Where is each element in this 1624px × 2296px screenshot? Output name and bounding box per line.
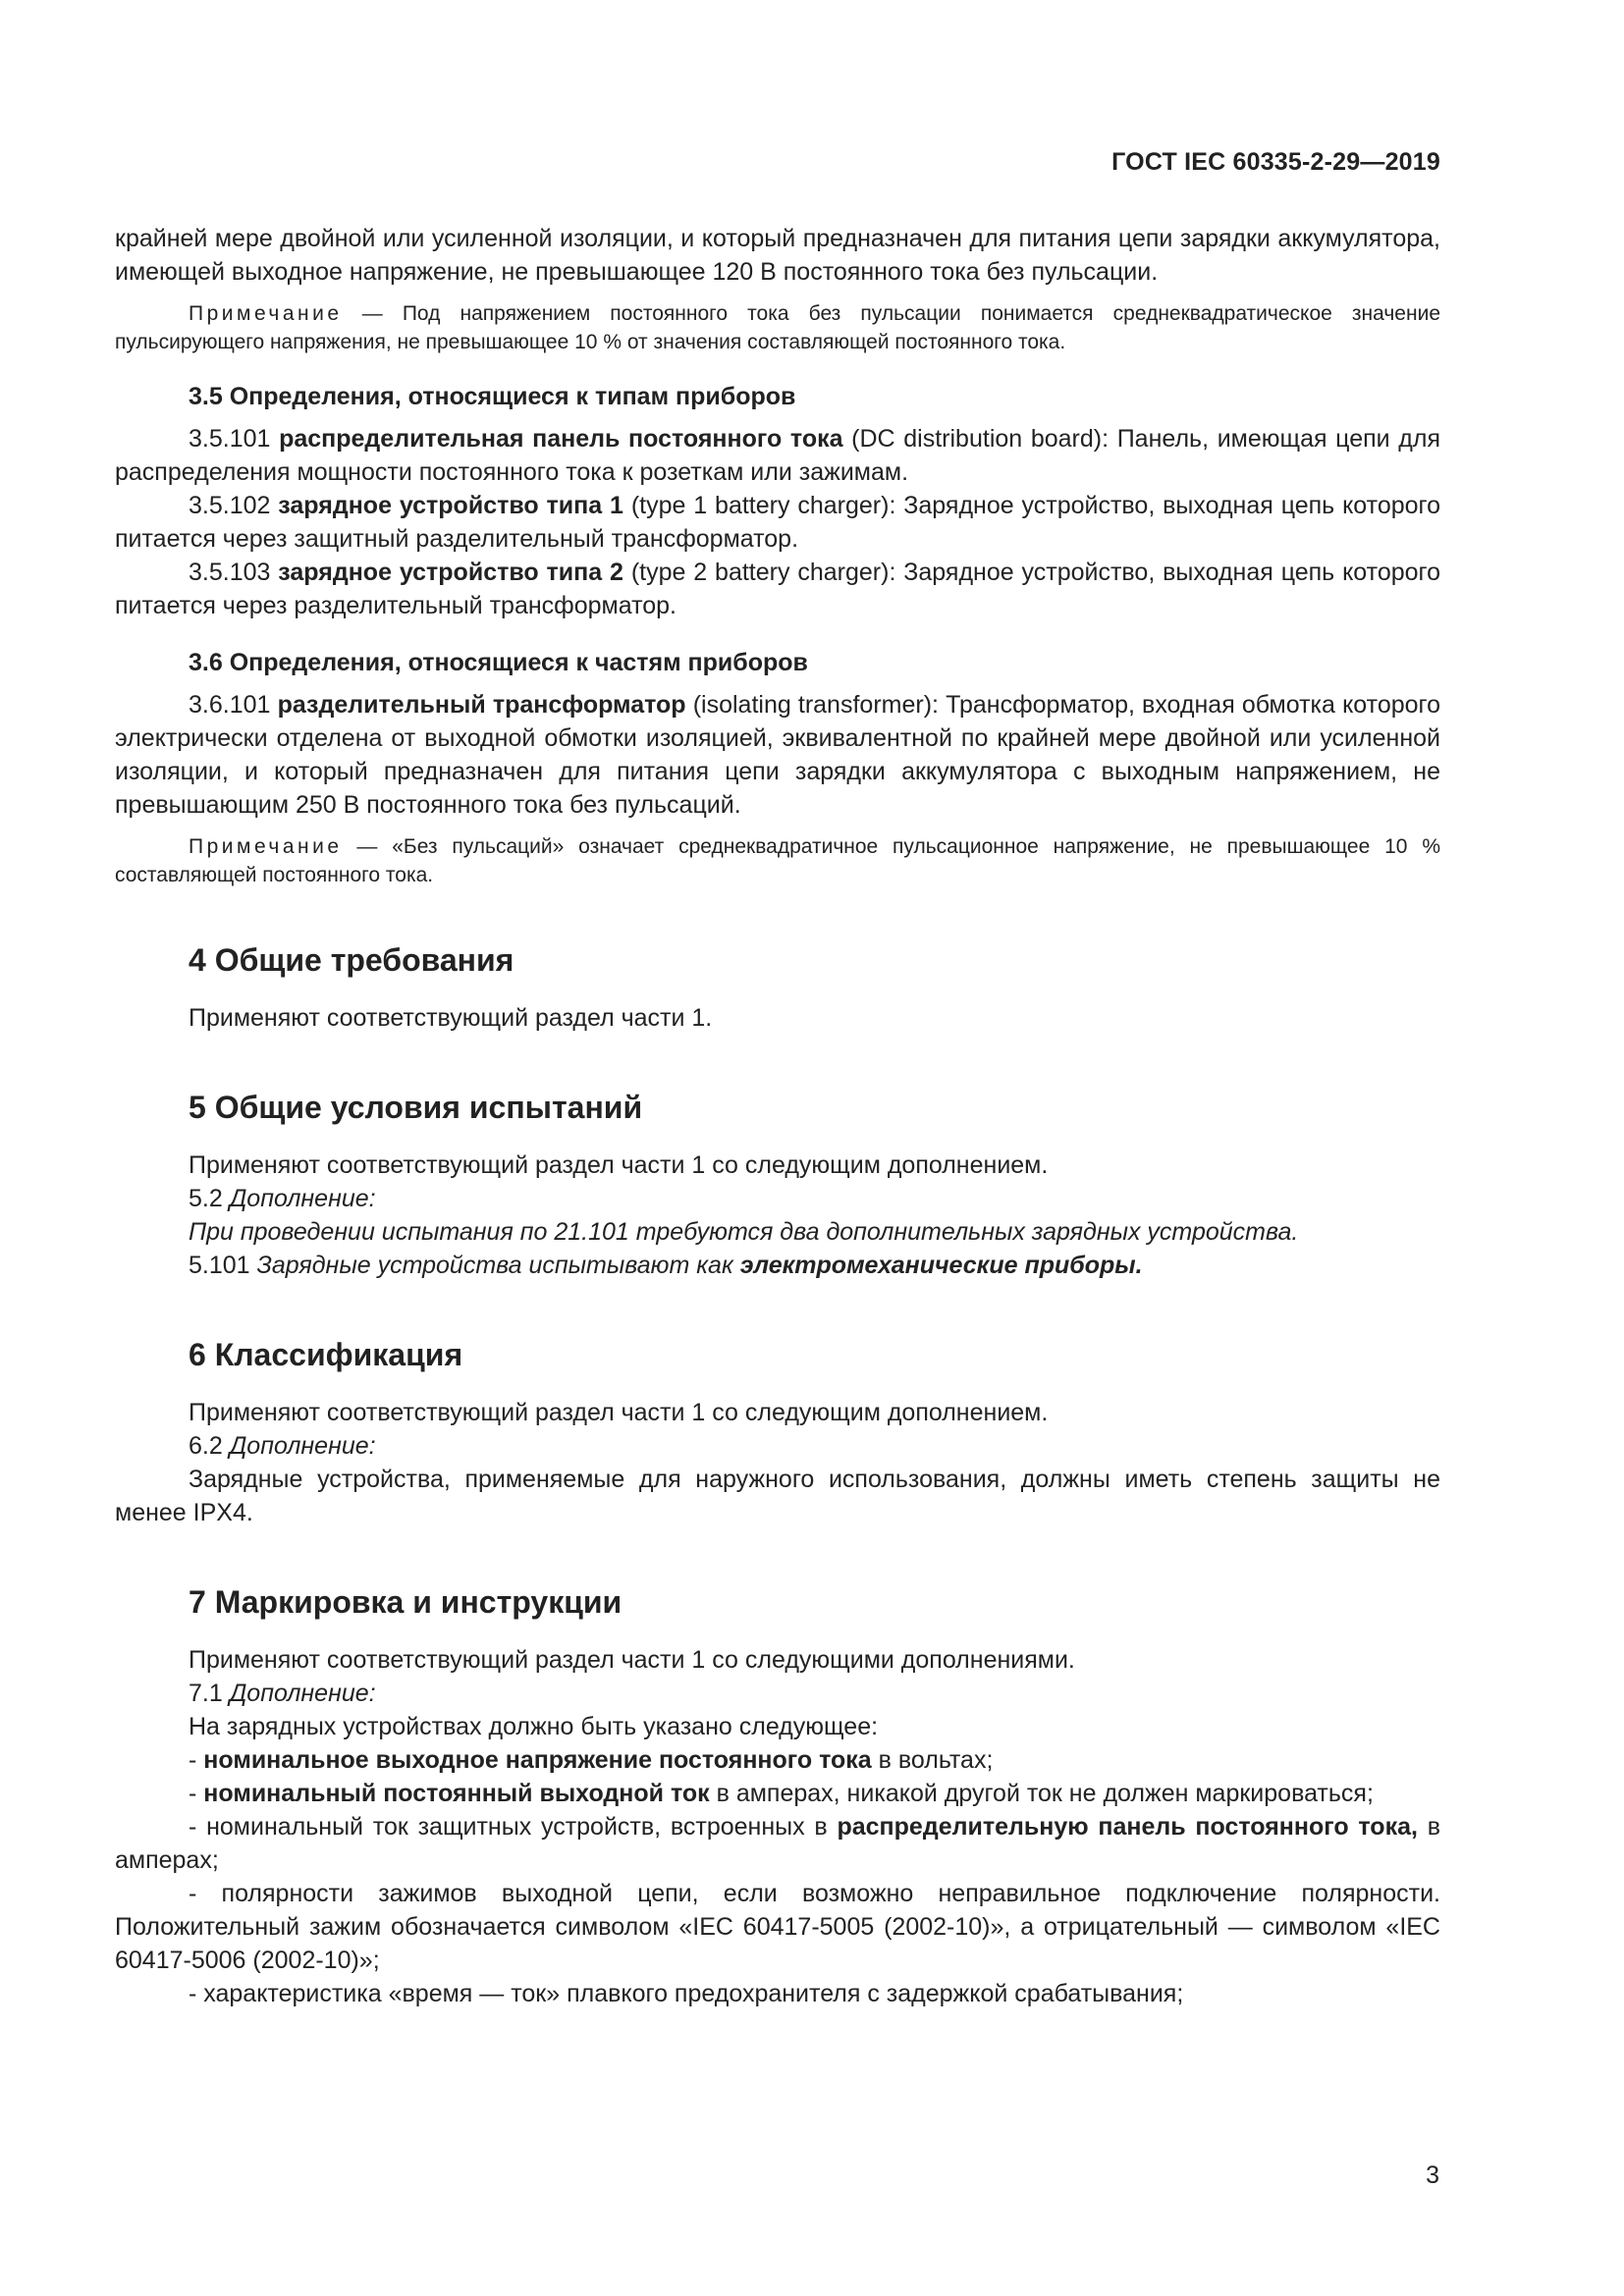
section-heading-5: 5 Общие условия испытаний [189, 1090, 643, 1125]
list-item-term: распределительную панель постоянного тока, [837, 1813, 1418, 1841]
addition-label: Дополнение: [229, 1680, 376, 1707]
section-5-text: Применяют соответствующий раздел части 1 со следующим дополнением. [189, 1151, 1049, 1179]
note-paragraph [115, 832, 1440, 889]
clause-number: 5.2 [189, 1185, 230, 1212]
list-item-text: - номинальный ток защитных устройств, встроенных в [189, 1813, 838, 1841]
section-6-addition [115, 1429, 1440, 1463]
definition-3-5-101 [115, 422, 1440, 489]
addition-label: Дополнение: [229, 1185, 376, 1212]
list-item-text: в амперах; [115, 1813, 1441, 1874]
section-4-text: Применяют соответствующий раздел части 1. [189, 1004, 713, 1032]
definition-number: 3.6.101 [189, 691, 278, 719]
definition-text: (DC distribution board): Панель, имеющая цепи для распределения мощности постоянного тока к розеткам или зажимам. [115, 425, 1440, 486]
clause-term: электромеханические приборы. [739, 1252, 1143, 1279]
note-text: — «Без пульсаций» означает среднеквадратичное пульсационное напряжение, не превышающее 10 % составляющей постоянного тока. [115, 835, 1440, 886]
clause-number: 6.2 [189, 1432, 230, 1460]
list-item-text: - [189, 1746, 204, 1774]
note-paragraph [115, 299, 1440, 356]
note-label: Примечание [189, 302, 343, 325]
list-item-text: - полярности зажимов выходной цепи, если возможно неправильное подключение полярности. Положительный зажим обозначается символом «IEC 60417-5005 (2002-10)», а отрицательный — символом «IEC 60417-5006 (2002-10)»; [115, 1880, 1440, 1974]
section-7-text: Применяют соответствующий раздел части 1 со следующими дополнениями. [189, 1646, 1075, 1674]
section-7-addition [115, 1677, 1440, 1710]
list-item [115, 1810, 1440, 1877]
subsection-heading-3-5: 3.5 Определения, относящиеся к типам приборов [189, 383, 796, 410]
definition-number: 3.5.103 [189, 559, 279, 586]
section-7-intro: На зарядных устройствах должно быть указано следующее: [189, 1713, 879, 1740]
section-6-addition-text: Зарядные устройства, применяемые для наружного использования, должны иметь степень защиты не менее IPX4. [115, 1466, 1440, 1526]
list-item [115, 1777, 1440, 1810]
definition-term: разделительный трансформатор [277, 691, 686, 719]
definition-3-6-101 [115, 688, 1440, 822]
addition-label: Дополнение: [229, 1432, 376, 1460]
note-text: — Под напряжением постоянного тока без пульсации понимается среднеквадратическое значение пульсирующего напряжения, не превышающее 10 % от значения составляющей постоянного тока. [115, 302, 1440, 353]
section-heading-7: 7 Маркировка и инструкции [189, 1584, 623, 1620]
list-item [115, 1977, 1440, 2010]
list-item-text: в вольтах; [871, 1746, 994, 1774]
list-item [115, 1743, 1440, 1777]
section-heading-4: 4 Общие требования [189, 942, 514, 978]
list-item [115, 1877, 1440, 1977]
section-5-addition-text: При проведении испытания по 21.101 требуются два дополнительных зарядных устройства. [189, 1218, 1299, 1246]
clause-number: 5.101 [189, 1252, 257, 1279]
section-heading-6: 6 Классификация [189, 1337, 463, 1372]
definition-term: зарядное устройство типа 1 [278, 492, 623, 519]
standard-code-header: ГОСТ IEC 60335-2-29—2019 [1111, 148, 1440, 176]
subsection-heading-3-6: 3.6 Определения, относящиеся к частям приборов [189, 649, 808, 676]
definition-text: (type 1 battery charger): Зарядное устройство, выходная цепь которого питается через защитный разделительный трансформатор. [115, 492, 1440, 553]
definition-term: распределительная панель постоянного тока [279, 425, 843, 453]
definition-3-5-102 [115, 489, 1440, 556]
list-item-term: номинальное выходное напряжение постоянного тока [203, 1746, 872, 1774]
page-content [115, 222, 1440, 2010]
clause-number: 7.1 [189, 1680, 230, 1707]
list-item-term: номинальный постоянный выходной ток [203, 1780, 710, 1807]
definition-number: 3.5.102 [189, 492, 279, 519]
clause-text: Зарядные устройства испытывают как [256, 1252, 740, 1279]
page-number: 3 [1426, 2162, 1439, 2189]
section-5-addition [115, 1182, 1440, 1215]
definition-3-5-103 [115, 556, 1440, 622]
section-5-clause-101 [115, 1249, 1440, 1282]
note-label: Примечание [189, 835, 343, 858]
section-6-text: Применяют соответствующий раздел части 1 со следующим дополнением. [189, 1399, 1049, 1426]
continuation-paragraph: крайней мере двойной или усиленной изоляции, и который предназначен для питания цепи зарядки аккумулятора, имеющей выходное напряжение, не превышающее 120 В постоянного тока без пульсации. [115, 225, 1440, 286]
definition-term: зарядное устройство типа 2 [278, 559, 623, 586]
definition-text: (type 2 battery charger): Зарядное устройство, выходная цепь которого питается через разделительный трансформатор. [115, 559, 1440, 619]
list-item-text: в амперах, никакой другой ток не должен маркироваться; [709, 1780, 1374, 1807]
definition-number: 3.5.101 [189, 425, 280, 453]
list-item-text: - характеристика «время — ток» плавкого предохранителя с задержкой срабатывания; [189, 1980, 1184, 2007]
list-item-text: - [189, 1780, 204, 1807]
definition-text: (isolating transformer): Трансформатор, входная обмотка которого электрически отделена от выходной обмотки изоляцией, эквивалентной по крайней мере двойной или усиленной изоляции, и который предназначен для питания цепи зарядки аккумулятора с выходным напряжением, не превышающим 250 В постоянного тока без пульсаций. [115, 691, 1441, 819]
